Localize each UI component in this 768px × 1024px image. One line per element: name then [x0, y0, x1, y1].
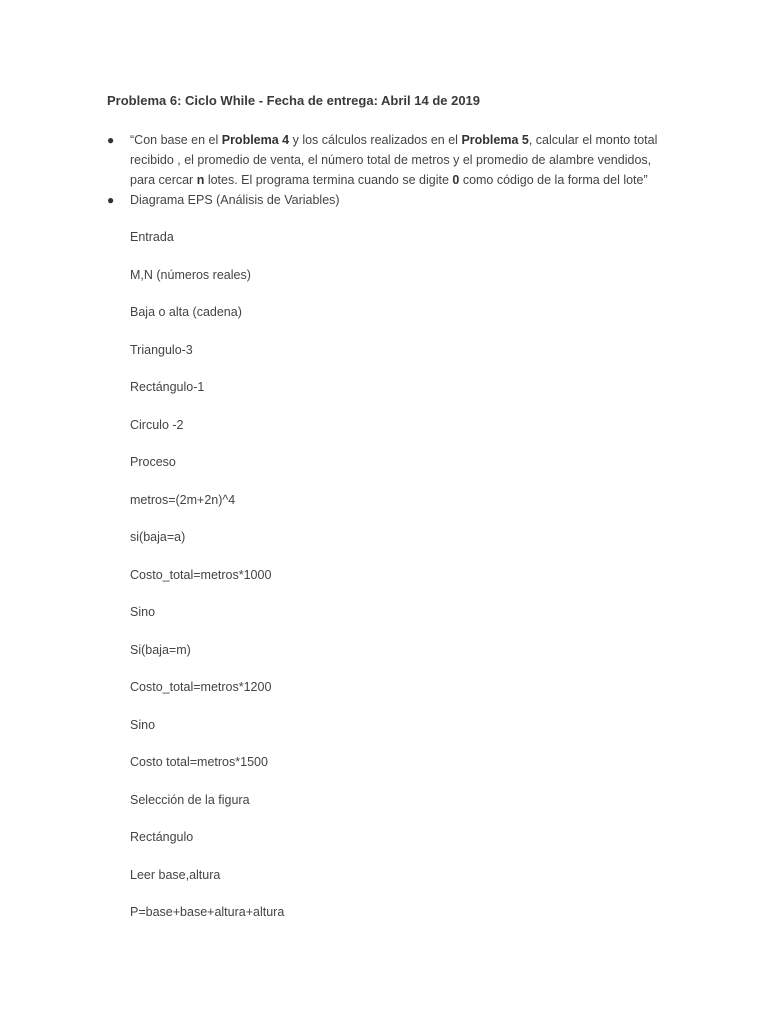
statement-text-3: , calcular el monto total recibido , el promedio de venta, el número total de metros y el promedio de alambre vendidos, para cercar [130, 133, 658, 187]
line-costo-1200: Costo_total=metros*1200 [130, 680, 272, 694]
line-seleccion-figura: Selección de la figura [130, 792, 250, 807]
line-proceso: Proceso [130, 455, 176, 469]
line-metros: metros=(2m+2n)^4 [130, 492, 236, 507]
line-baja-alta: Baja o alta (cadena) [130, 305, 242, 319]
page-title: Problema 6: Ciclo While - Fecha de entrega: Abril 14 de 2019 [107, 93, 481, 108]
line-costo-1500: Costo total=metros*1500 [130, 755, 268, 769]
variable-analysis-lines [130, 228, 284, 941]
line-rectangulo-code: Rectángulo-1 [130, 380, 205, 394]
bullet-list [107, 130, 667, 210]
statement-text-5: como código de la forma del lote” [459, 173, 648, 187]
line-si-baja-m: Si(baja=m) [130, 642, 191, 657]
line-leer-base-altura: Leer base,altura [130, 867, 221, 882]
line-sino-2: Sino [130, 717, 156, 732]
bullet-item-problem-statement [107, 130, 667, 190]
statement-text-2: y los cálculos realizados en el [289, 133, 462, 147]
statement-bold-problema-5: Problema 5 [461, 133, 529, 147]
bullet-icon: ● [107, 133, 115, 147]
statement-bold-zero: 0 [452, 173, 460, 187]
statement-bold-problema-4: Problema 4 [221, 133, 290, 147]
line-costo-1000: Costo_total=metros*1000 [130, 567, 272, 582]
bullet-icon: ● [107, 193, 115, 207]
bullet-item-diagrama-eps [107, 190, 667, 210]
line-triangulo: Triangulo-3 [130, 342, 193, 357]
line-rectangulo: Rectángulo [130, 830, 194, 844]
statement-text-1: “Con base en el [130, 133, 222, 147]
statement-text-4: lotes. El programa termina cuando se digite [204, 173, 453, 187]
line-entrada: Entrada [130, 230, 174, 244]
statement-bold-n: n [196, 173, 205, 187]
line-perimetro: P=base+base+altura+altura [130, 905, 285, 919]
diagrama-eps-text: Diagrama EPS (Análisis de Variables) [130, 193, 340, 207]
line-si-baja-a: si(baja=a) [130, 530, 186, 544]
line-mn: M,N (números reales) [130, 267, 251, 282]
line-sino-1: Sino [130, 605, 156, 619]
line-circulo: Circulo -2 [130, 417, 184, 432]
